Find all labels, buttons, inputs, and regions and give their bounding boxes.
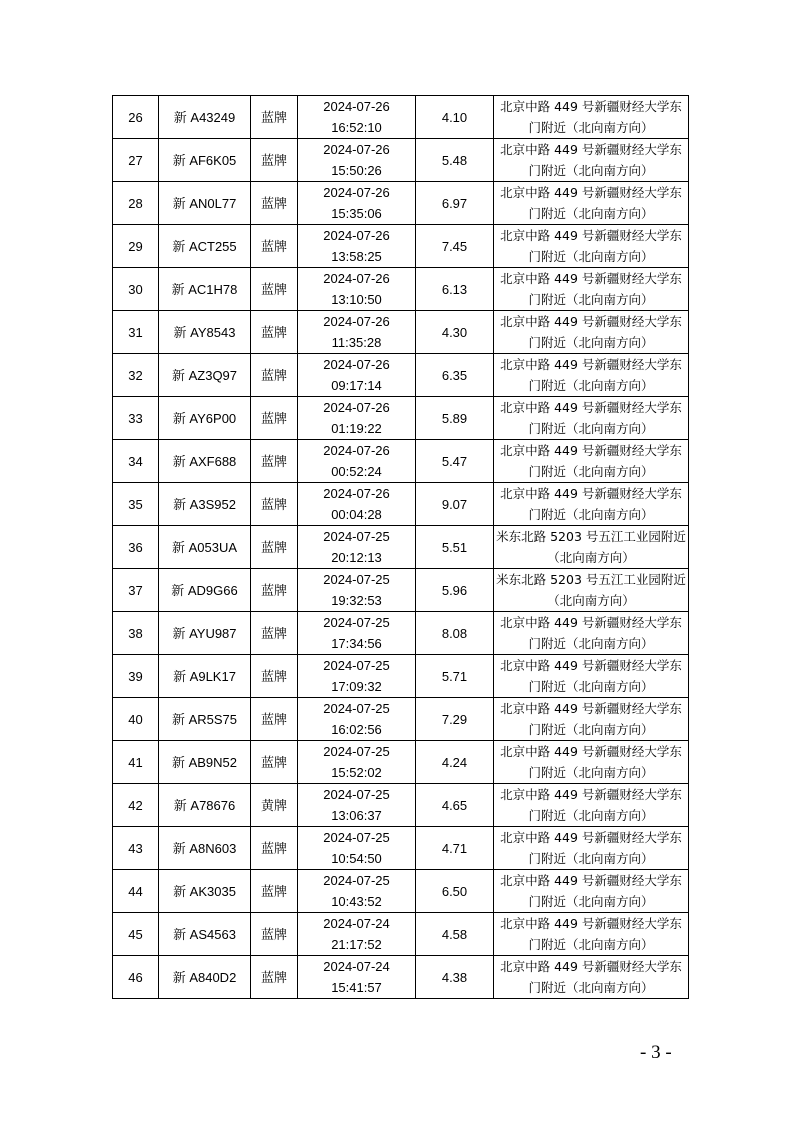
datetime-cell — [298, 784, 416, 827]
location-cell: 北京中路 449 号新疆财经大学东门附近（北向南方向） — [494, 96, 689, 139]
table-row — [113, 311, 689, 354]
datetime-cell — [298, 311, 416, 354]
plate-number-cell: 新 AF6K05 — [159, 139, 251, 182]
plate-number-cell: 新 AS4563 — [159, 913, 251, 956]
value-cell: 4.10 — [416, 96, 494, 139]
datetime-cell — [298, 526, 416, 569]
location-cell: 米东北路 5203 号五江工业园附近（北向南方向） — [494, 569, 689, 612]
time-text: 15:50:26 — [331, 163, 382, 178]
location-cell: 北京中路 449 号新疆财经大学东门附近（北向南方向） — [494, 483, 689, 526]
row-number-cell: 41 — [113, 741, 159, 784]
time-text: 15:41:57 — [331, 980, 382, 995]
plate-number-cell: 新 AC1H78 — [159, 268, 251, 311]
row-number-cell: 37 — [113, 569, 159, 612]
time-text: 09:17:14 — [331, 378, 382, 393]
table-row — [113, 956, 689, 999]
value-cell: 4.71 — [416, 827, 494, 870]
table-row — [113, 397, 689, 440]
location-cell: 北京中路 449 号新疆财经大学东门附近（北向南方向） — [494, 956, 689, 999]
row-number-cell: 42 — [113, 784, 159, 827]
plate-number-cell: 新 AR5S75 — [159, 698, 251, 741]
row-number-cell: 46 — [113, 956, 159, 999]
location-cell: 北京中路 449 号新疆财经大学东门附近（北向南方向） — [494, 354, 689, 397]
datetime-cell — [298, 741, 416, 784]
value-cell: 7.45 — [416, 225, 494, 268]
plate-color-cell: 蓝牌 — [251, 354, 298, 397]
plate-color-cell: 蓝牌 — [251, 526, 298, 569]
plate-color-cell: 蓝牌 — [251, 311, 298, 354]
table-row — [113, 655, 689, 698]
table-row — [113, 483, 689, 526]
plate-number-cell: 新 AXF688 — [159, 440, 251, 483]
table-row — [113, 182, 689, 225]
plate-color-cell: 蓝牌 — [251, 139, 298, 182]
table-row — [113, 268, 689, 311]
location-cell: 北京中路 449 号新疆财经大学东门附近（北向南方向） — [494, 311, 689, 354]
datetime-cell — [298, 612, 416, 655]
row-number-cell: 36 — [113, 526, 159, 569]
time-text: 16:52:10 — [331, 120, 382, 135]
plate-color-cell: 蓝牌 — [251, 225, 298, 268]
plate-color-cell: 蓝牌 — [251, 182, 298, 225]
date-text: 2024-07-25 — [323, 701, 390, 716]
location-cell: 北京中路 449 号新疆财经大学东门附近（北向南方向） — [494, 698, 689, 741]
table-row — [113, 139, 689, 182]
location-cell: 北京中路 449 号新疆财经大学东门附近（北向南方向） — [494, 655, 689, 698]
plate-color-cell: 蓝牌 — [251, 827, 298, 870]
time-text: 00:52:24 — [331, 464, 382, 479]
time-text: 21:17:52 — [331, 937, 382, 952]
plate-number-cell: 新 AY8543 — [159, 311, 251, 354]
time-text: 10:54:50 — [331, 851, 382, 866]
table-row — [113, 354, 689, 397]
row-number-cell: 28 — [113, 182, 159, 225]
table-row — [113, 225, 689, 268]
datetime-cell — [298, 182, 416, 225]
table-row — [113, 440, 689, 483]
table-row — [113, 741, 689, 784]
date-text: 2024-07-25 — [323, 615, 390, 630]
datetime-cell — [298, 139, 416, 182]
location-cell: 米东北路 5203 号五江工业园附近（北向南方向） — [494, 526, 689, 569]
row-number-cell: 43 — [113, 827, 159, 870]
value-cell: 4.58 — [416, 913, 494, 956]
datetime-cell — [298, 440, 416, 483]
plate-color-cell: 蓝牌 — [251, 440, 298, 483]
date-text: 2024-07-26 — [323, 486, 390, 501]
value-cell: 4.65 — [416, 784, 494, 827]
time-text: 20:12:13 — [331, 550, 382, 565]
time-text: 01:19:22 — [331, 421, 382, 436]
location-cell: 北京中路 449 号新疆财经大学东门附近（北向南方向） — [494, 182, 689, 225]
plate-number-cell: 新 ACT255 — [159, 225, 251, 268]
row-number-cell: 30 — [113, 268, 159, 311]
date-text: 2024-07-25 — [323, 658, 390, 673]
plate-color-cell: 蓝牌 — [251, 870, 298, 913]
time-text: 13:10:50 — [331, 292, 382, 307]
datetime-cell — [298, 827, 416, 870]
plate-number-cell: 新 AYU987 — [159, 612, 251, 655]
time-text: 13:58:25 — [331, 249, 382, 264]
date-text: 2024-07-26 — [323, 314, 390, 329]
date-text: 2024-07-26 — [323, 142, 390, 157]
time-text: 13:06:37 — [331, 808, 382, 823]
date-text: 2024-07-25 — [323, 529, 390, 544]
datetime-cell — [298, 956, 416, 999]
location-cell: 北京中路 449 号新疆财经大学东门附近（北向南方向） — [494, 913, 689, 956]
value-cell: 9.07 — [416, 483, 494, 526]
row-number-cell: 33 — [113, 397, 159, 440]
value-cell: 7.29 — [416, 698, 494, 741]
plate-color-cell: 蓝牌 — [251, 655, 298, 698]
location-cell: 北京中路 449 号新疆财经大学东门附近（北向南方向） — [494, 612, 689, 655]
datetime-cell — [298, 483, 416, 526]
table-row — [113, 827, 689, 870]
time-text: 17:34:56 — [331, 636, 382, 651]
date-text: 2024-07-26 — [323, 99, 390, 114]
row-number-cell: 32 — [113, 354, 159, 397]
table-row — [113, 870, 689, 913]
row-number-cell: 45 — [113, 913, 159, 956]
datetime-cell — [298, 354, 416, 397]
row-number-cell: 31 — [113, 311, 159, 354]
date-text: 2024-07-25 — [323, 787, 390, 802]
plate-number-cell: 新 A43249 — [159, 96, 251, 139]
location-cell: 北京中路 449 号新疆财经大学东门附近（北向南方向） — [494, 827, 689, 870]
row-number-cell: 38 — [113, 612, 159, 655]
value-cell: 4.38 — [416, 956, 494, 999]
datetime-cell — [298, 225, 416, 268]
plate-number-cell: 新 A8N603 — [159, 827, 251, 870]
value-cell: 5.47 — [416, 440, 494, 483]
date-text: 2024-07-26 — [323, 357, 390, 372]
location-cell: 北京中路 449 号新疆财经大学东门附近（北向南方向） — [494, 268, 689, 311]
plate-number-cell: 新 A053UA — [159, 526, 251, 569]
table-row — [113, 784, 689, 827]
plate-color-cell: 蓝牌 — [251, 268, 298, 311]
row-number-cell: 35 — [113, 483, 159, 526]
value-cell: 4.24 — [416, 741, 494, 784]
plate-color-cell: 蓝牌 — [251, 483, 298, 526]
plate-color-cell: 蓝牌 — [251, 569, 298, 612]
value-cell: 5.96 — [416, 569, 494, 612]
datetime-cell — [298, 698, 416, 741]
time-text: 15:35:06 — [331, 206, 382, 221]
location-cell: 北京中路 449 号新疆财经大学东门附近（北向南方向） — [494, 397, 689, 440]
time-text: 15:52:02 — [331, 765, 382, 780]
value-cell: 4.30 — [416, 311, 494, 354]
date-text: 2024-07-25 — [323, 572, 390, 587]
table-row — [113, 698, 689, 741]
page-number: - 3 - — [640, 1042, 672, 1063]
plate-color-cell: 蓝牌 — [251, 698, 298, 741]
plate-number-cell: 新 AD9G66 — [159, 569, 251, 612]
plate-color-cell: 蓝牌 — [251, 397, 298, 440]
plate-color-cell: 黄牌 — [251, 784, 298, 827]
value-cell: 6.35 — [416, 354, 494, 397]
datetime-cell — [298, 268, 416, 311]
datetime-cell — [298, 569, 416, 612]
location-cell: 北京中路 449 号新疆财经大学东门附近（北向南方向） — [494, 440, 689, 483]
plate-color-cell: 蓝牌 — [251, 741, 298, 784]
table-row — [113, 526, 689, 569]
location-cell: 北京中路 449 号新疆财经大学东门附近（北向南方向） — [494, 225, 689, 268]
date-text: 2024-07-24 — [323, 916, 390, 931]
plate-number-cell: 新 AN0L77 — [159, 182, 251, 225]
plate-number-cell: 新 A78676 — [159, 784, 251, 827]
datetime-cell — [298, 870, 416, 913]
table-row — [113, 569, 689, 612]
value-cell: 5.71 — [416, 655, 494, 698]
time-text: 00:04:28 — [331, 507, 382, 522]
row-number-cell: 29 — [113, 225, 159, 268]
location-cell: 北京中路 449 号新疆财经大学东门附近（北向南方向） — [494, 741, 689, 784]
table-row — [113, 96, 689, 139]
location-cell: 北京中路 449 号新疆财经大学东门附近（北向南方向） — [494, 870, 689, 913]
value-cell: 8.08 — [416, 612, 494, 655]
date-text: 2024-07-26 — [323, 443, 390, 458]
date-text: 2024-07-24 — [323, 959, 390, 974]
plate-number-cell: 新 AY6P00 — [159, 397, 251, 440]
plate-color-cell: 蓝牌 — [251, 96, 298, 139]
location-cell: 北京中路 449 号新疆财经大学东门附近（北向南方向） — [494, 139, 689, 182]
table-row — [113, 612, 689, 655]
row-number-cell: 39 — [113, 655, 159, 698]
date-text: 2024-07-26 — [323, 400, 390, 415]
value-cell: 6.97 — [416, 182, 494, 225]
datetime-cell — [298, 96, 416, 139]
datetime-cell — [298, 913, 416, 956]
value-cell: 6.13 — [416, 268, 494, 311]
date-text: 2024-07-25 — [323, 744, 390, 759]
time-text: 17:09:32 — [331, 679, 382, 694]
records-table — [112, 95, 689, 999]
date-text: 2024-07-26 — [323, 271, 390, 286]
plate-color-cell: 蓝牌 — [251, 956, 298, 999]
value-cell: 6.50 — [416, 870, 494, 913]
plate-color-cell: 蓝牌 — [251, 612, 298, 655]
location-cell: 北京中路 449 号新疆财经大学东门附近（北向南方向） — [494, 784, 689, 827]
date-text: 2024-07-26 — [323, 185, 390, 200]
row-number-cell: 34 — [113, 440, 159, 483]
value-cell: 5.48 — [416, 139, 494, 182]
datetime-cell — [298, 397, 416, 440]
plate-number-cell: 新 A9LK17 — [159, 655, 251, 698]
row-number-cell: 26 — [113, 96, 159, 139]
date-text: 2024-07-26 — [323, 228, 390, 243]
value-cell: 5.51 — [416, 526, 494, 569]
plate-number-cell: 新 A3S952 — [159, 483, 251, 526]
time-text: 19:32:53 — [331, 593, 382, 608]
plate-color-cell: 蓝牌 — [251, 913, 298, 956]
plate-number-cell: 新 A840D2 — [159, 956, 251, 999]
time-text: 10:43:52 — [331, 894, 382, 909]
time-text: 16:02:56 — [331, 722, 382, 737]
value-cell: 5.89 — [416, 397, 494, 440]
plate-number-cell: 新 AB9N52 — [159, 741, 251, 784]
date-text: 2024-07-25 — [323, 830, 390, 845]
records-table-body — [113, 96, 689, 999]
date-text: 2024-07-25 — [323, 873, 390, 888]
plate-number-cell: 新 AZ3Q97 — [159, 354, 251, 397]
time-text: 11:35:28 — [331, 335, 382, 350]
datetime-cell — [298, 655, 416, 698]
plate-number-cell: 新 AK3035 — [159, 870, 251, 913]
row-number-cell: 44 — [113, 870, 159, 913]
table-row — [113, 913, 689, 956]
row-number-cell: 27 — [113, 139, 159, 182]
row-number-cell: 40 — [113, 698, 159, 741]
